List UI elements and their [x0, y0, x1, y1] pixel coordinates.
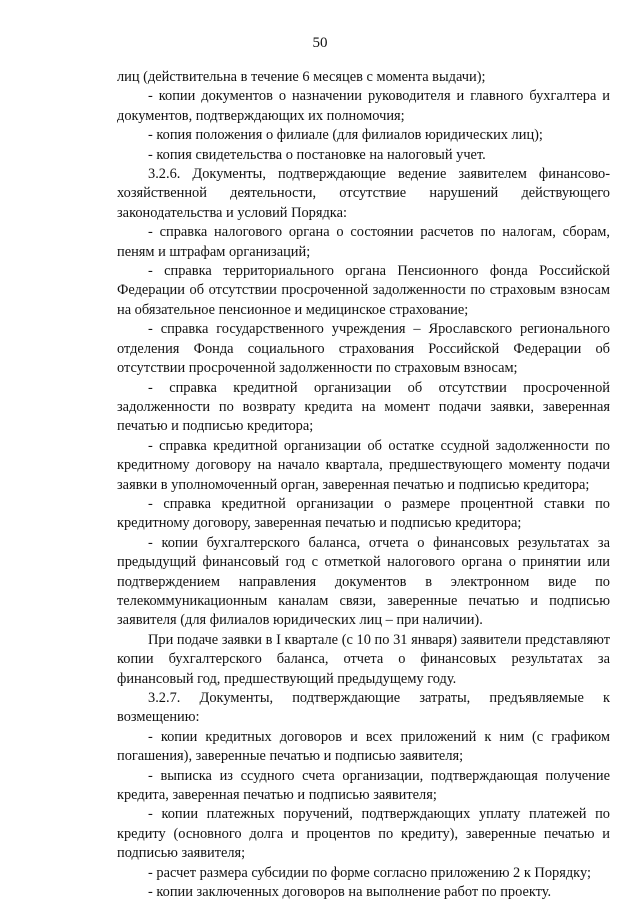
paragraph: - справка государственного учреждения – Ярославского регионального отделения Фонда социального страхования Российской Федерации об отсутствии просроченной задолженности по страховым взносам; — [117, 321, 610, 377]
page-number: 50 — [312, 35, 328, 51]
paragraph: - копии кредитных договоров и всех приложений к ним (с графиком погашения), заверенные печатью и подписью заявителя; — [117, 728, 610, 765]
paragraph: - справка территориального органа Пенсионного фонда Российской Федерации об отсутствии просроченной задолженности по страховым взносам на обязательное пенсионное и медицинское страхование; — [117, 263, 610, 318]
paragraph: - справка кредитной организации об остатке ссудной задолженности по кредитному договору на начало квартала, предшествующего моменту подачи заявки в уполномоченный орган, заверенная печатью и подписью кредитора; — [117, 437, 610, 493]
paragraph: - копия положения о филиале (для филиалов юридических лиц); — [148, 127, 543, 144]
paragraph: - справка кредитной организации об отсутствии просроченной задолженности по возврату кредита на момент подачи заявки, заверенная печатью и подписью кредитора; — [117, 379, 610, 435]
paragraph: 3.2.7. Документы, подтверждающие затраты, предъявляемые к возмещению: — [117, 690, 610, 726]
paragraph: - копии платежных поручений, подтверждающих уплату платежей по кредиту (основного долга и процентов по кредиту), заверенные печатью и подписью заявителя; — [117, 806, 610, 862]
paragraph: - справка налогового органа о состоянии расчетов по налогам, сборам, пеням и штрафам организаций; — [117, 224, 610, 260]
paragraph: - расчет размера субсидии по форме согласно приложению 2 к Порядку; — [148, 864, 591, 881]
paragraph: - выписка из ссудного счета организации, подтверждающая получение кредита, заверенная печатью и подписью заявителя; — [117, 767, 610, 804]
paragraph: - копия свидетельства о постановке на налоговый учет. — [148, 146, 486, 163]
paragraph: - справка кредитной организации о размере процентной ставки по кредитному договору, заверенная печатью и подписью кредитора; — [117, 495, 610, 532]
paragraph: - копии заключенных договоров на выполнение работ по проекту. — [148, 884, 552, 901]
paragraph: - копии документов о назначении руководителя и главного бухгалтера и документов, подтверждающих их полномочия; — [117, 88, 610, 124]
paragraph: лиц (действительна в течение 6 месяцев с момента выдачи); — [117, 69, 486, 85]
paragraph: При подаче заявки в I квартале (с 10 по 31 января) заявители представляют копии бухгалтерского баланса, отчета о финансовых результатах за финансовый год, предшествующий предыдущему году. — [117, 631, 610, 687]
paragraph: 3.2.6. Документы, подтверждающие ведение заявителем финансово-хозяйственной деятельности, отсутствие нарушений действующего законодательства и условий Порядка: — [117, 166, 610, 221]
paragraph: - копии бухгалтерского баланса, отчета о финансовых результатах за предыдущий финансовый год с отметкой налогового органа о принятии или подтверждением направления документов в электронном виде по телекоммуникационным каналам связи, заверенные печатью и подписью заявителя (для филиалов юридических лиц – при наличии). — [117, 534, 610, 629]
document-body — [117, 68, 610, 902]
